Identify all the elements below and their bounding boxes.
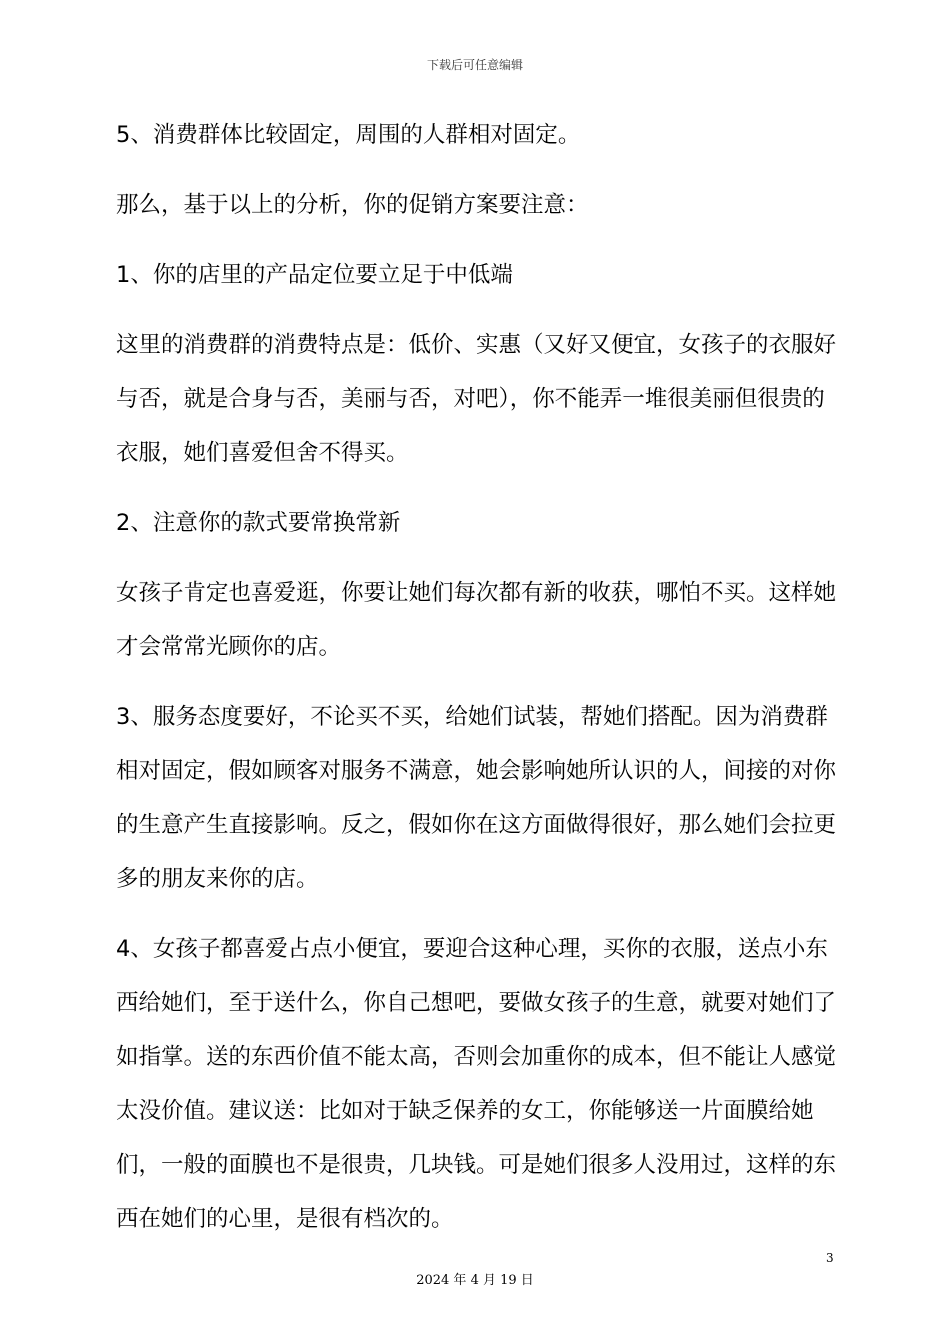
page-header: 下载后可任意编辑 bbox=[426, 58, 523, 72]
page-footer-date: 2024 年 4 月 19 日 bbox=[416, 1273, 534, 1288]
paragraph: 这里的消费群的消费特点是：低价、实惠（又好又便宜，女孩子的衣服好与否，就是合身与否，美丽与否，对吧），你不能弄一堆很美丽但很贵的衣服，她们喜爱但舍不得买。 bbox=[116, 332, 837, 466]
paragraph: 4、女孩子都喜爱占点小便宜，要迎合这种心理，买你的衣服，送点小东西给她们，至于送什么，你自己想吧，要做女孩子的生意，就要对她们了如指掌。送的东西价值不能太高，否则会加重你的成本，但不能让人感觉太没价值。建议送：比如对于缺乏保养的女工，你能够送一片面膜给她们，一般的面膜也不是很贵，几块钱。可是她们很多人没用过，这样的东西在她们的心里，是很有档次的。 bbox=[116, 936, 837, 1232]
paragraph: 那么，基于以上的分析，你的促销方案要注意： bbox=[116, 192, 589, 218]
document-body bbox=[116, 108, 838, 1262]
page-number: 3 bbox=[826, 1251, 834, 1265]
paragraph: 2、注意你的款式要常换常新 bbox=[116, 510, 401, 536]
paragraph: 1、你的店里的产品定位要立足于中低端 bbox=[116, 262, 513, 288]
paragraph: 3、服务态度要好，不论买不买，给她们试装，帮她们搭配。因为消费群相对固定，假如顾客对服务不满意，她会影响她所认识的人，间接的对你的生意产生直接影响。反之，假如你在这方面做得很好，那么她们会拉更多的朋友来你的店。 bbox=[116, 704, 837, 892]
paragraph: 女孩子肯定也喜爱逛，你要让她们每次都有新的收获，哪怕不买。这样她才会常常光顾你的店。 bbox=[116, 580, 837, 660]
paragraph: 5、消费群体比较固定，周围的人群相对固定。 bbox=[116, 122, 581, 148]
